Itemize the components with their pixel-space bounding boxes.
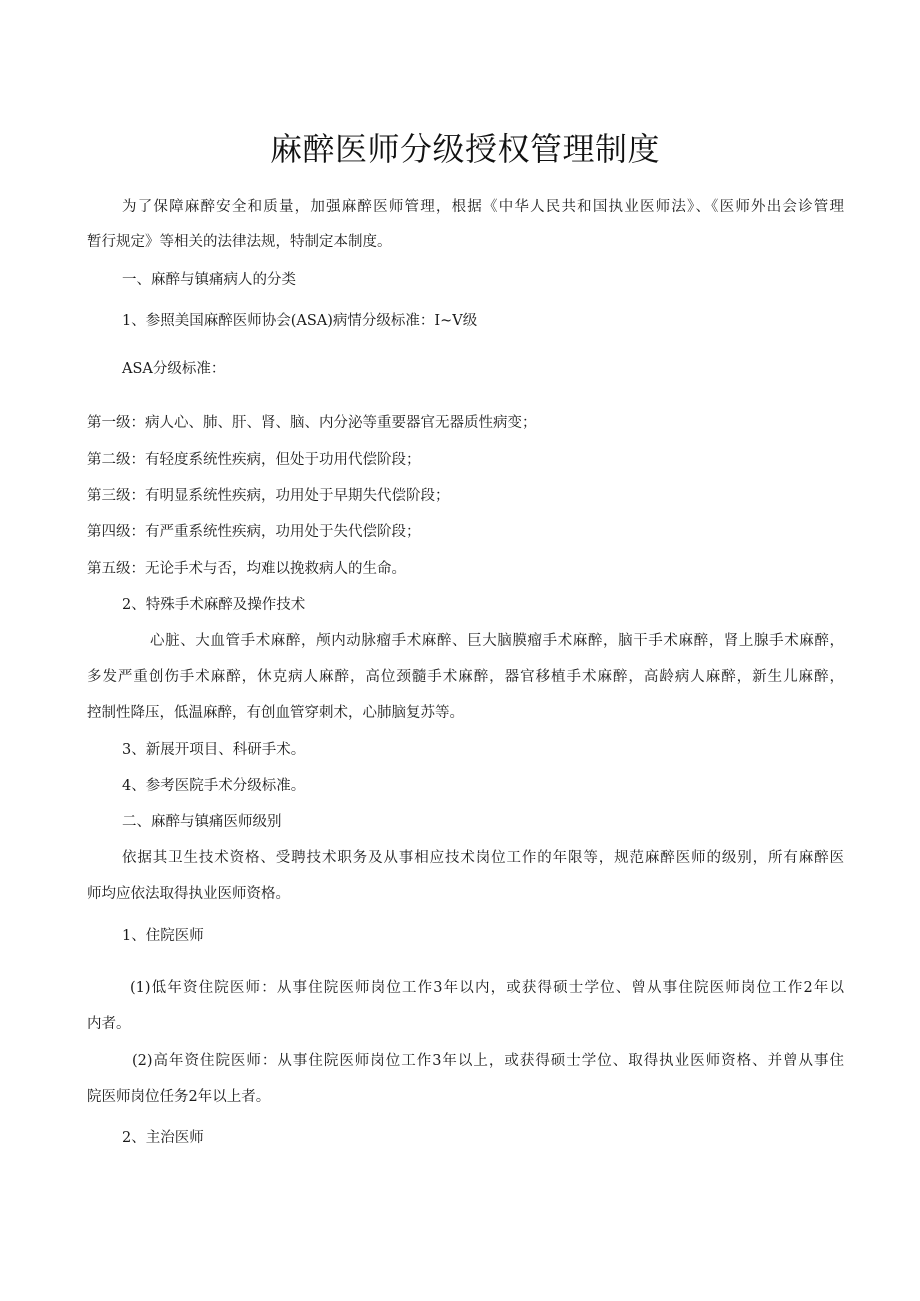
sub-1-line-1: (1)低年资住院医师：从事住院医师岗位工作3年以内，或获得硕士学位、曾从事住院医师岗位工作2年以: [130, 980, 844, 996]
asa-label: ASA分级标准：: [122, 361, 226, 377]
asa-grade-3: 第三级：有明显系统性疾病，功用处于早期失代偿阶段；: [87, 488, 450, 504]
section-1-heading: 一、麻醉与镇痛病人的分类: [122, 272, 296, 288]
asa-grade-4: 第四级：有严重系统性疾病，功用处于失代偿阶段；: [87, 524, 421, 540]
section-1-item-3: 3、新展开项目、科研手术。: [122, 742, 306, 758]
sub-2-line-1: (2)高年资住院医师：从事住院医师岗位工作3年以上，或获得硕士学位、取得执业医师资格、并曾从事住: [132, 1053, 844, 1069]
intro-line-2: 暂行规定》等相关的法律法规，特制定本制度。: [87, 234, 392, 250]
section-1-item-4: 4、参考医院手术分级标准。: [122, 778, 306, 794]
section-2-body-line-2: 师均应依法取得执业医师资格。: [87, 886, 290, 902]
section-2-body-line-1: 依据其卫生技术资格、受聘技术职务及从事相应技术岗位工作的年限等，规范麻醉医师的级别，所有麻醉医: [122, 850, 844, 866]
sub-1-line-2: 内者。: [87, 1016, 131, 1032]
section-2-item-2: 2、主治医师: [122, 1130, 204, 1146]
asa-grade-1: 第一级：病人心、肺、肝、肾、脑、内分泌等重要器官无器质性病变；: [87, 415, 537, 431]
item-2-body-line-2: 多发严重创伤手术麻醉，休克病人麻醉，高位颈髓手术麻醉，器官移植手术麻醉，高龄病人麻醉，新生儿麻醉，: [87, 669, 844, 685]
document-title: 麻醉医师分级授权管理制度: [269, 130, 660, 168]
intro-line-1: 为了保障麻醉安全和质量，加强麻醉医师管理，根据《中华人民共和国执业医师法》、《医师外出会诊管理: [122, 199, 844, 215]
section-1-item-2: 2、特殊手术麻醉及操作技术: [122, 597, 306, 613]
section-1-item-1: 1、参照美国麻醉医师协会(ASA)病情分级标准：I~V级: [122, 313, 478, 329]
item-2-body-line-3: 控制性降压，低温麻醉，有创血管穿刺术，心肺脑复苏等。: [87, 705, 464, 721]
asa-grade-5: 第五级：无论手术与否，均难以挽救病人的生命。: [87, 561, 406, 577]
section-2-item-1: 1、住院医师: [122, 928, 204, 944]
section-2-heading: 二、麻醉与镇痛医师级别: [122, 814, 282, 830]
item-2-body-line-1: 心脏、大血管手术麻醉，颅内动脉瘤手术麻醉、巨大脑膜瘤手术麻醉，脑干手术麻醉，肾上腺手术麻醉，: [150, 633, 844, 649]
sub-2-line-2: 院医师岗位任务2年以上者。: [87, 1089, 271, 1105]
asa-grade-2: 第二级：有轻度系统性疾病，但处于功用代偿阶段；: [87, 452, 421, 468]
